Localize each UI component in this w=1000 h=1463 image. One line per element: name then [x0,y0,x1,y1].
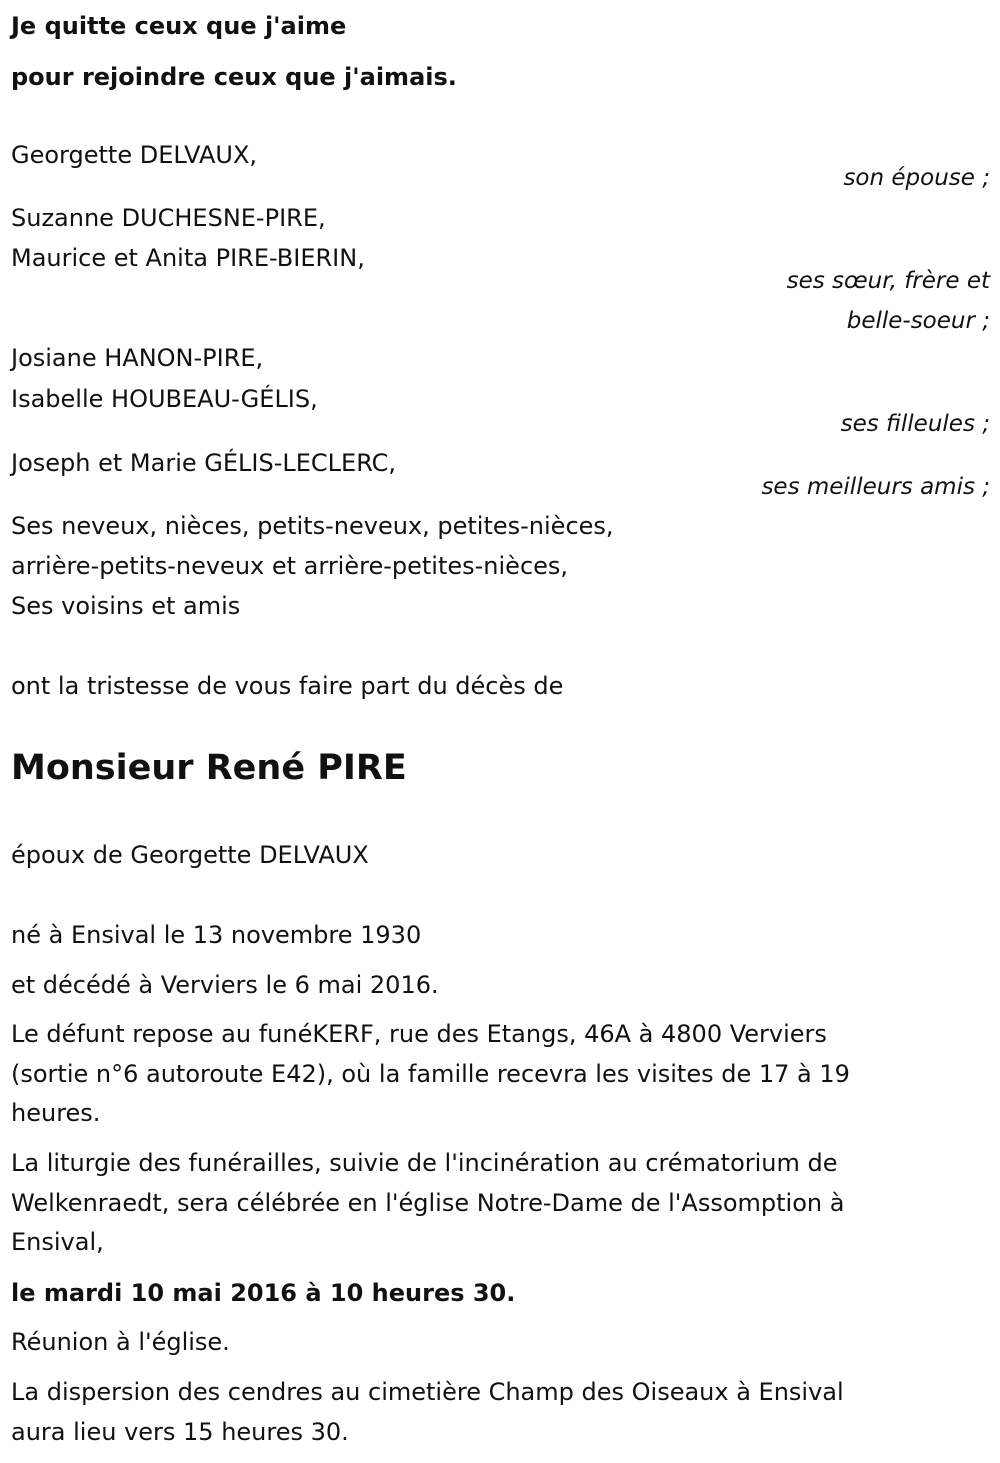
dispersion-line: La dispersion des cendres au cimetière Champ des Oiseaux à Ensival [11,1378,844,1406]
family-name: Suzanne DUCHESNE-PIRE, [11,204,326,232]
epigraph-line: pour rejoindre ceux que j'aimais. [11,63,457,91]
death-line: et décédé à Verviers le 6 mai 2016. [11,971,439,999]
others-line: Ses voisins et amis [11,592,241,620]
family-name: Georgette DELVAUX, [11,141,258,169]
family-relation: ses sœur, frère et [786,268,990,294]
rest-line: heures. [11,1099,101,1127]
family-relation: ses filleules ; [840,411,990,437]
family-name: Maurice et Anita PIRE-BIERIN, [11,244,365,272]
rest-line: Le défunt repose au funéKERF, rue des Etangs, 46A à 4800 Verviers [11,1020,827,1048]
family-name: Josiane HANON-PIRE, [11,344,264,372]
meeting-line: Réunion à l'église. [11,1328,230,1356]
family-relation: ses meilleurs amis ; [761,474,990,500]
family-name: Isabelle HOUBEAU-GÉLIS, [11,385,318,413]
announcement: ont la tristesse de vous faire part du décès de [11,672,564,700]
family-relation: son épouse ; [843,165,990,191]
family-name: Joseph et Marie GÉLIS-LECLERC, [11,449,397,477]
rest-line: (sortie n°6 autoroute E42), où la famille recevra les visites de 17 à 19 [11,1060,850,1088]
others-line: arrière-petits-neveux et arrière-petites-nièces, [11,552,569,580]
deceased-name: Monsieur René PIRE [11,748,407,788]
dispersion-line: aura lieu vers 15 heures 30. [11,1418,349,1446]
others-line: Ses neveux, nièces, petits-neveux, petites-nièces, [11,512,614,540]
liturgy-line: Welkenraedt, sera célébrée en l'église Notre-Dame de l'Assomption à [11,1189,845,1217]
family-relation: belle-soeur ; [846,308,990,334]
liturgy-line: La liturgie des funérailles, suivie de l'incinération au crématorium de [11,1149,838,1177]
epigraph-line: Je quitte ceux que j'aime [11,12,347,40]
spouse-line: époux de Georgette DELVAUX [11,841,369,869]
ceremony-date: le mardi 10 mai 2016 à 10 heures 30. [11,1279,516,1307]
liturgy-line: Ensival, [11,1228,104,1256]
birth-line: né à Ensival le 13 novembre 1930 [11,921,422,949]
